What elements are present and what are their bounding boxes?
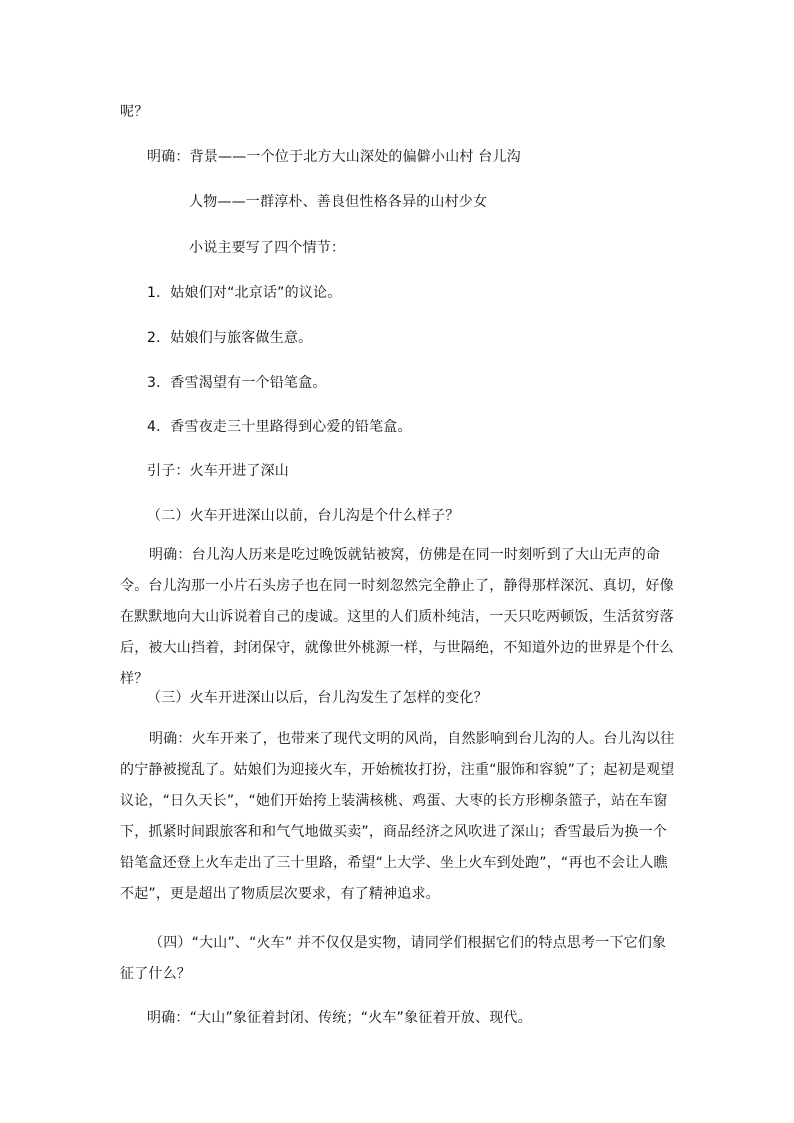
plot-item-2: 2．姑娘们与旅客做生意。	[147, 330, 313, 346]
background-line: 明确：背景——一个位于北方大山深处的偏僻小山村 台儿沟	[147, 149, 521, 165]
plot-item-3: 3．香雪渴望有一个铅笔盒。	[147, 375, 327, 391]
line-ne: 呢？	[120, 104, 149, 120]
plot-item-4: 4．香雪夜走三十里路得到心爱的铅笔盒。	[147, 419, 412, 435]
question-3: （三）火车开进深山以后，台儿沟发生了怎样的变化？	[147, 690, 488, 706]
answer-2-paragraph: 明确：台儿沟人历来是吃过晚饭就钻被窝，仿佛是在同一时刻听到了大山无声的命令。台儿沟那一小片石头房子也在同一时刻忽然完全静止了，静得那样深沉、真切，好像在默默地向大山诉说着自己的虔诚。这里的人们质朴纯洁，一天只吃两顿饭，生活贫穷落后，被大山挡着，封闭保守，就像世外桃源一样，与世隔绝，不知道外边的世界是个什么样？	[120, 547, 674, 687]
characters-line: 人物——一群淳朴、善良但性格各异的山村少女	[189, 194, 488, 210]
answer-3-paragraph: 明确：火车开来了，也带来了现代文明的风尚，自然影响到台儿沟的人。台儿沟以往的宁静被搅乱了。姑娘们为迎接火车，开始梳妆打扮，注重“服饰和容貌”了；起初是观望议论，“日久天长”，“她们开始挎上装满核桃、鸡蛋、大枣的长方形柳条篮子，站在车窗下，抓紧时间跟旅客和和气气地做买卖”，商品经济之风吹进了深山；香雪最后为换一个铅笔盒还登上火车走出了三十里路，希望“上大学、坐上火车到处跑”，“再也不会让人瞧不起”，更是超出了物质层次要求，有了精神追求。	[120, 731, 675, 902]
intro-line: 引子：火车开进了深山	[147, 463, 289, 479]
plots-intro: 小说主要写了四个情节：	[189, 240, 346, 256]
question-4-paragraph: （四）“大山”、“火车” 并不仅仅是实物，请同学们根据它们的特点思考一下它们象征了什么？	[120, 935, 667, 982]
question-2: （二）火车开进深山以前，台儿沟是个什么样子？	[147, 508, 460, 524]
answer-4-line: 明确：“大山”象征着封闭、传统；“火车”象征着开放、现代。	[147, 1010, 532, 1026]
plot-item-1: 1．姑娘们对“北京话”的议论。	[147, 285, 342, 301]
